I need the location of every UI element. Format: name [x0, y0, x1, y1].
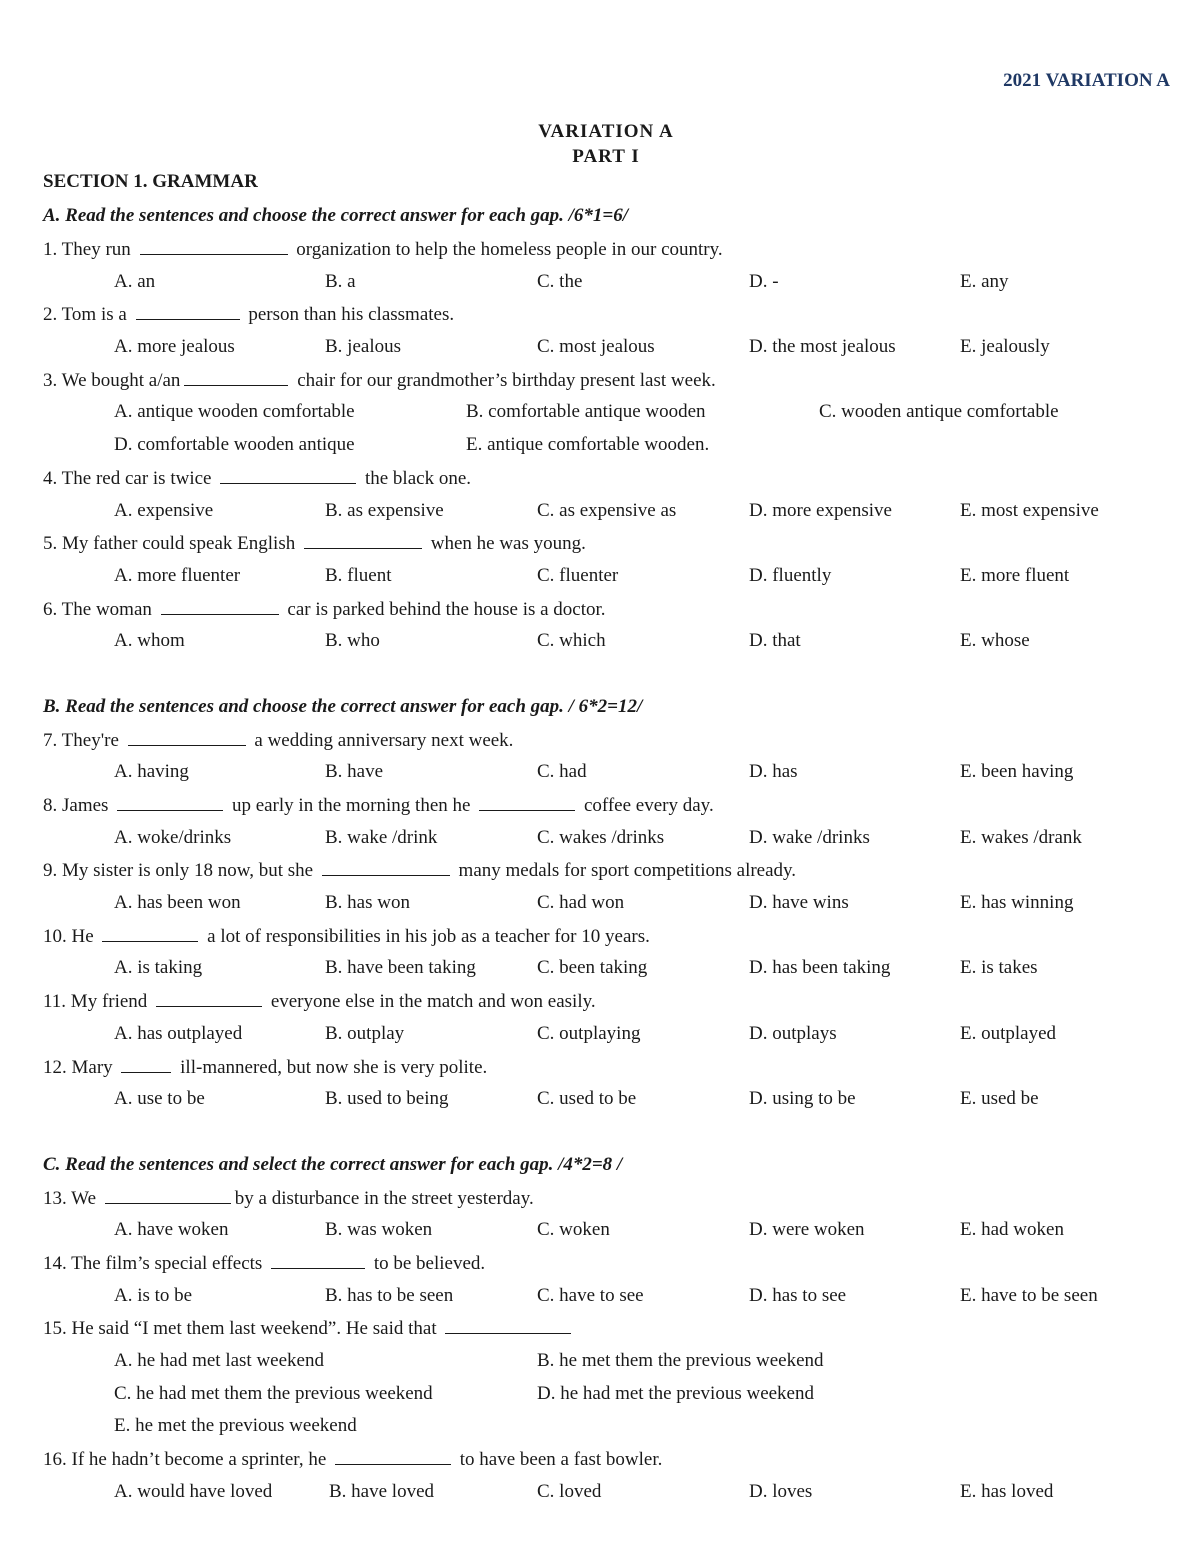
options-row [43, 334, 1173, 367]
option-e[interactable]: E. has loved [960, 1480, 1054, 1502]
option-a[interactable]: A. use to be [114, 1088, 205, 1110]
option-b[interactable]: B. have [325, 761, 384, 783]
option-e[interactable]: E. outplayed [960, 1022, 1057, 1044]
spacer [43, 1119, 1173, 1152]
question-text: person than his classmates. [243, 304, 455, 326]
question-text: up early in the morning then he [227, 795, 476, 816]
options-row [43, 1381, 1173, 1414]
question-text: 15. He said “I met them last weekend”. He said that [43, 1318, 442, 1340]
options-row [43, 1479, 1173, 1512]
answer-blank [335, 1446, 451, 1465]
question-6 [43, 596, 1173, 629]
question-10 [43, 923, 1173, 956]
options-row [43, 1283, 1173, 1316]
option-a[interactable]: A. whom [114, 630, 185, 652]
option-e[interactable]: E. had woken [960, 1219, 1064, 1241]
options-row [43, 825, 1173, 858]
options-row [43, 1086, 1173, 1119]
options-row [43, 399, 1173, 432]
option-d[interactable]: D. wake /drinks [749, 826, 870, 848]
option-a[interactable]: A. an [114, 270, 156, 292]
header-tag: 2021 VARIATION A [1003, 70, 1170, 91]
option-d[interactable]: D. he had met the previous weekend [537, 1382, 814, 1404]
option-c[interactable]: C. outplaying [537, 1022, 641, 1044]
option-e[interactable]: E. is takes [960, 957, 1038, 979]
option-e[interactable]: E. been having [960, 761, 1074, 783]
answer-blank [140, 236, 288, 255]
option-b[interactable]: B. outplay [325, 1022, 405, 1044]
answer-blank [117, 792, 223, 811]
options-row [43, 1413, 1173, 1446]
question-text: to have been a fast bowler. [455, 1449, 663, 1471]
option-c[interactable]: C. had [537, 761, 587, 783]
option-c[interactable]: C. used to be [537, 1088, 637, 1110]
question-text: coffee every day. [579, 795, 714, 816]
answer-blank [322, 857, 450, 876]
option-d[interactable]: D. have wins [749, 892, 849, 914]
option-c[interactable]: C. wooden antique comfortable [819, 401, 1059, 423]
option-b[interactable]: B. wake /drink [325, 826, 438, 848]
option-e[interactable]: E. most expensive [960, 499, 1099, 521]
question-text: ill-mannered, but now she is very polite. [175, 1056, 488, 1078]
option-b[interactable]: B. has to be seen [325, 1284, 454, 1306]
option-e[interactable]: E. he met the previous weekend [114, 1415, 357, 1437]
question-text: by a disturbance in the street yesterday. [234, 1187, 534, 1209]
option-c[interactable]: C. been taking [537, 957, 648, 979]
option-d[interactable]: D. loves [749, 1480, 813, 1502]
question-text: organization to help the homeless people in our country. [291, 239, 723, 260]
option-a[interactable]: A. antique wooden comfortable [114, 401, 355, 423]
question-text: to be believed. [369, 1252, 486, 1274]
question-text: a wedding anniversary next week. [249, 729, 514, 751]
answer-blank [304, 530, 422, 549]
option-d[interactable]: D. - [749, 270, 779, 292]
option-e[interactable]: E. have to be seen [960, 1284, 1098, 1306]
option-d[interactable]: D. more expensive [749, 499, 892, 521]
option-c[interactable]: C. woken [537, 1219, 610, 1241]
options-row [43, 269, 1173, 302]
page-subtitle: PART I [572, 146, 640, 167]
option-e[interactable]: E. whose [960, 630, 1030, 652]
option-e[interactable]: E. jealously [960, 336, 1050, 358]
option-d[interactable]: D. comfortable wooden antique [114, 434, 355, 456]
options-row [43, 1348, 1173, 1381]
option-b[interactable]: B. has won [325, 892, 410, 914]
option-e[interactable]: E. used be [960, 1088, 1039, 1110]
options-row [43, 1021, 1173, 1054]
option-b[interactable]: B. have loved [329, 1480, 435, 1502]
answer-blank [445, 1315, 571, 1334]
question-text: 9. My sister is only 18 now, but she [43, 860, 318, 882]
option-c[interactable]: C. which [537, 630, 606, 652]
answer-blank [102, 923, 198, 942]
question-7 [43, 727, 1173, 760]
question-16 [43, 1446, 1173, 1479]
option-a[interactable]: A. having [114, 761, 189, 783]
question-text: 2. Tom is a [43, 304, 132, 326]
option-b[interactable]: B. used to being [325, 1088, 449, 1110]
option-a[interactable]: A. expensive [114, 499, 214, 521]
option-a[interactable]: A. would have loved [114, 1480, 273, 1502]
options-row [43, 628, 1173, 661]
question-text: everyone else in the match and won easily. [266, 991, 596, 1013]
exercise-content [43, 203, 1173, 1511]
question-11 [43, 988, 1173, 1021]
option-a[interactable]: A. have woken [114, 1219, 229, 1241]
option-b[interactable]: B. comfortable antique wooden [466, 401, 706, 423]
question-text: 12. Mary [43, 1056, 118, 1078]
option-d[interactable]: D. that [749, 630, 801, 652]
option-a[interactable]: A. has outplayed [114, 1022, 243, 1044]
question-text: 3. We bought a/an [43, 369, 181, 391]
question-text: 1. They run [43, 239, 136, 260]
options-row [43, 1217, 1173, 1250]
option-c[interactable]: C. most jealous [537, 336, 655, 358]
question-text: 6. The woman [43, 598, 157, 620]
question-text: chair for our grandmother’s birthday present last week. [292, 369, 716, 391]
spacer [43, 661, 1173, 694]
question-9 [43, 857, 1173, 890]
option-a[interactable]: A. is to be [114, 1284, 193, 1306]
question-15 [43, 1315, 1173, 1348]
option-c[interactable]: C. the [537, 270, 583, 292]
question-text: 5. My father could speak English [43, 533, 300, 555]
answer-blank [479, 792, 575, 811]
question-text: 4. The red car is twice [43, 467, 217, 489]
options-row [43, 432, 1173, 465]
answer-blank [161, 596, 279, 615]
option-a[interactable]: A. more jealous [114, 336, 235, 358]
question-8 [43, 792, 1173, 825]
option-e[interactable]: E. any [960, 270, 1009, 292]
options-row [43, 563, 1173, 596]
option-a[interactable]: A. woke/drinks [114, 826, 232, 848]
option-b[interactable]: B. have been taking [325, 957, 476, 979]
option-c[interactable]: C. he had met them the previous weekend [114, 1382, 433, 1404]
question-4 [43, 465, 1173, 498]
options-row [43, 498, 1173, 531]
question-text: 14. The film’s special effects [43, 1252, 268, 1274]
question-2 [43, 301, 1173, 334]
option-d[interactable]: D. were woken [749, 1219, 865, 1241]
option-e[interactable]: E. wakes /drank [960, 826, 1082, 848]
option-a[interactable]: A. he had met last weekend [114, 1350, 324, 1371]
page-title: VARIATION A [538, 121, 674, 142]
option-d[interactable]: D. has to see [749, 1284, 847, 1306]
option-e[interactable]: E. has winning [960, 892, 1074, 914]
answer-blank [271, 1250, 365, 1269]
option-b[interactable]: B. he met them the previous weekend [537, 1350, 824, 1371]
option-d[interactable]: D. has been taking [749, 957, 891, 979]
question-text: 11. My friend [43, 991, 153, 1013]
question-13 [43, 1185, 1173, 1218]
answer-blank [184, 367, 288, 386]
option-e[interactable]: E. antique comfortable wooden. [466, 434, 710, 456]
option-d[interactable]: D. the most jealous [749, 336, 896, 358]
option-c[interactable]: C. wakes /drinks [537, 826, 665, 848]
question-text: 8. James [43, 795, 114, 816]
option-b[interactable]: B. a [325, 270, 356, 292]
part-c-heading: C. Read the sentences and select the correct answer for each gap. /4*2=8 / [43, 1153, 623, 1175]
option-c[interactable]: C. have to see [537, 1284, 644, 1306]
question-14 [43, 1250, 1173, 1283]
answer-blank [105, 1185, 231, 1204]
option-c[interactable]: C. as expensive as [537, 499, 677, 521]
question-text: the black one. [360, 467, 472, 489]
question-1 [43, 236, 1173, 269]
options-row [43, 890, 1173, 923]
option-d[interactable]: D. outplays [749, 1022, 837, 1044]
section-title: SECTION 1. GRAMMAR [43, 171, 258, 192]
question-3 [43, 367, 1173, 400]
options-row [43, 759, 1173, 792]
answer-blank [156, 988, 262, 1007]
option-b[interactable]: B. as expensive [325, 499, 444, 521]
option-d[interactable]: D. using to be [749, 1088, 856, 1110]
question-text: 10. He [43, 925, 99, 947]
answer-blank [220, 465, 356, 484]
question-text: 7. They're [43, 729, 124, 751]
option-d[interactable]: D. has [749, 761, 798, 783]
part-a-heading: A. Read the sentences and choose the correct answer for each gap. /6*1=6/ [43, 205, 629, 226]
option-a[interactable]: A. is taking [114, 957, 203, 979]
option-b[interactable]: B. jealous [325, 336, 401, 358]
question-text: 13. We [43, 1187, 101, 1209]
option-e[interactable]: E. more fluent [960, 564, 1070, 586]
answer-blank [128, 727, 246, 746]
option-c[interactable]: C. loved [537, 1480, 602, 1502]
answer-blank [121, 1054, 171, 1073]
options-row [43, 955, 1173, 988]
question-12 [43, 1054, 1173, 1087]
option-a[interactable]: A. more fluenter [114, 564, 241, 586]
question-text: a lot of responsibilities in his job as a teacher for 10 years. [202, 925, 650, 947]
option-b[interactable]: B. was woken [325, 1219, 433, 1241]
option-d[interactable]: D. fluently [749, 564, 832, 586]
option-c[interactable]: C. fluenter [537, 564, 619, 586]
question-text: when he was young. [425, 533, 586, 555]
option-b[interactable]: B. fluent [325, 564, 392, 586]
question-text: 16. If he hadn’t become a sprinter, he [43, 1449, 332, 1471]
part-b-heading: B. Read the sentences and choose the correct answer for each gap. / 6*2=12/ [43, 695, 643, 717]
option-a[interactable]: A. has been won [114, 892, 241, 914]
question-text: many medals for sport competitions already. [453, 860, 797, 882]
question-text: car is parked behind the house is a doctor. [282, 598, 606, 620]
question-5 [43, 530, 1173, 563]
answer-blank [136, 301, 240, 320]
option-c[interactable]: C. had won [537, 892, 625, 914]
option-b[interactable]: B. who [325, 630, 380, 652]
